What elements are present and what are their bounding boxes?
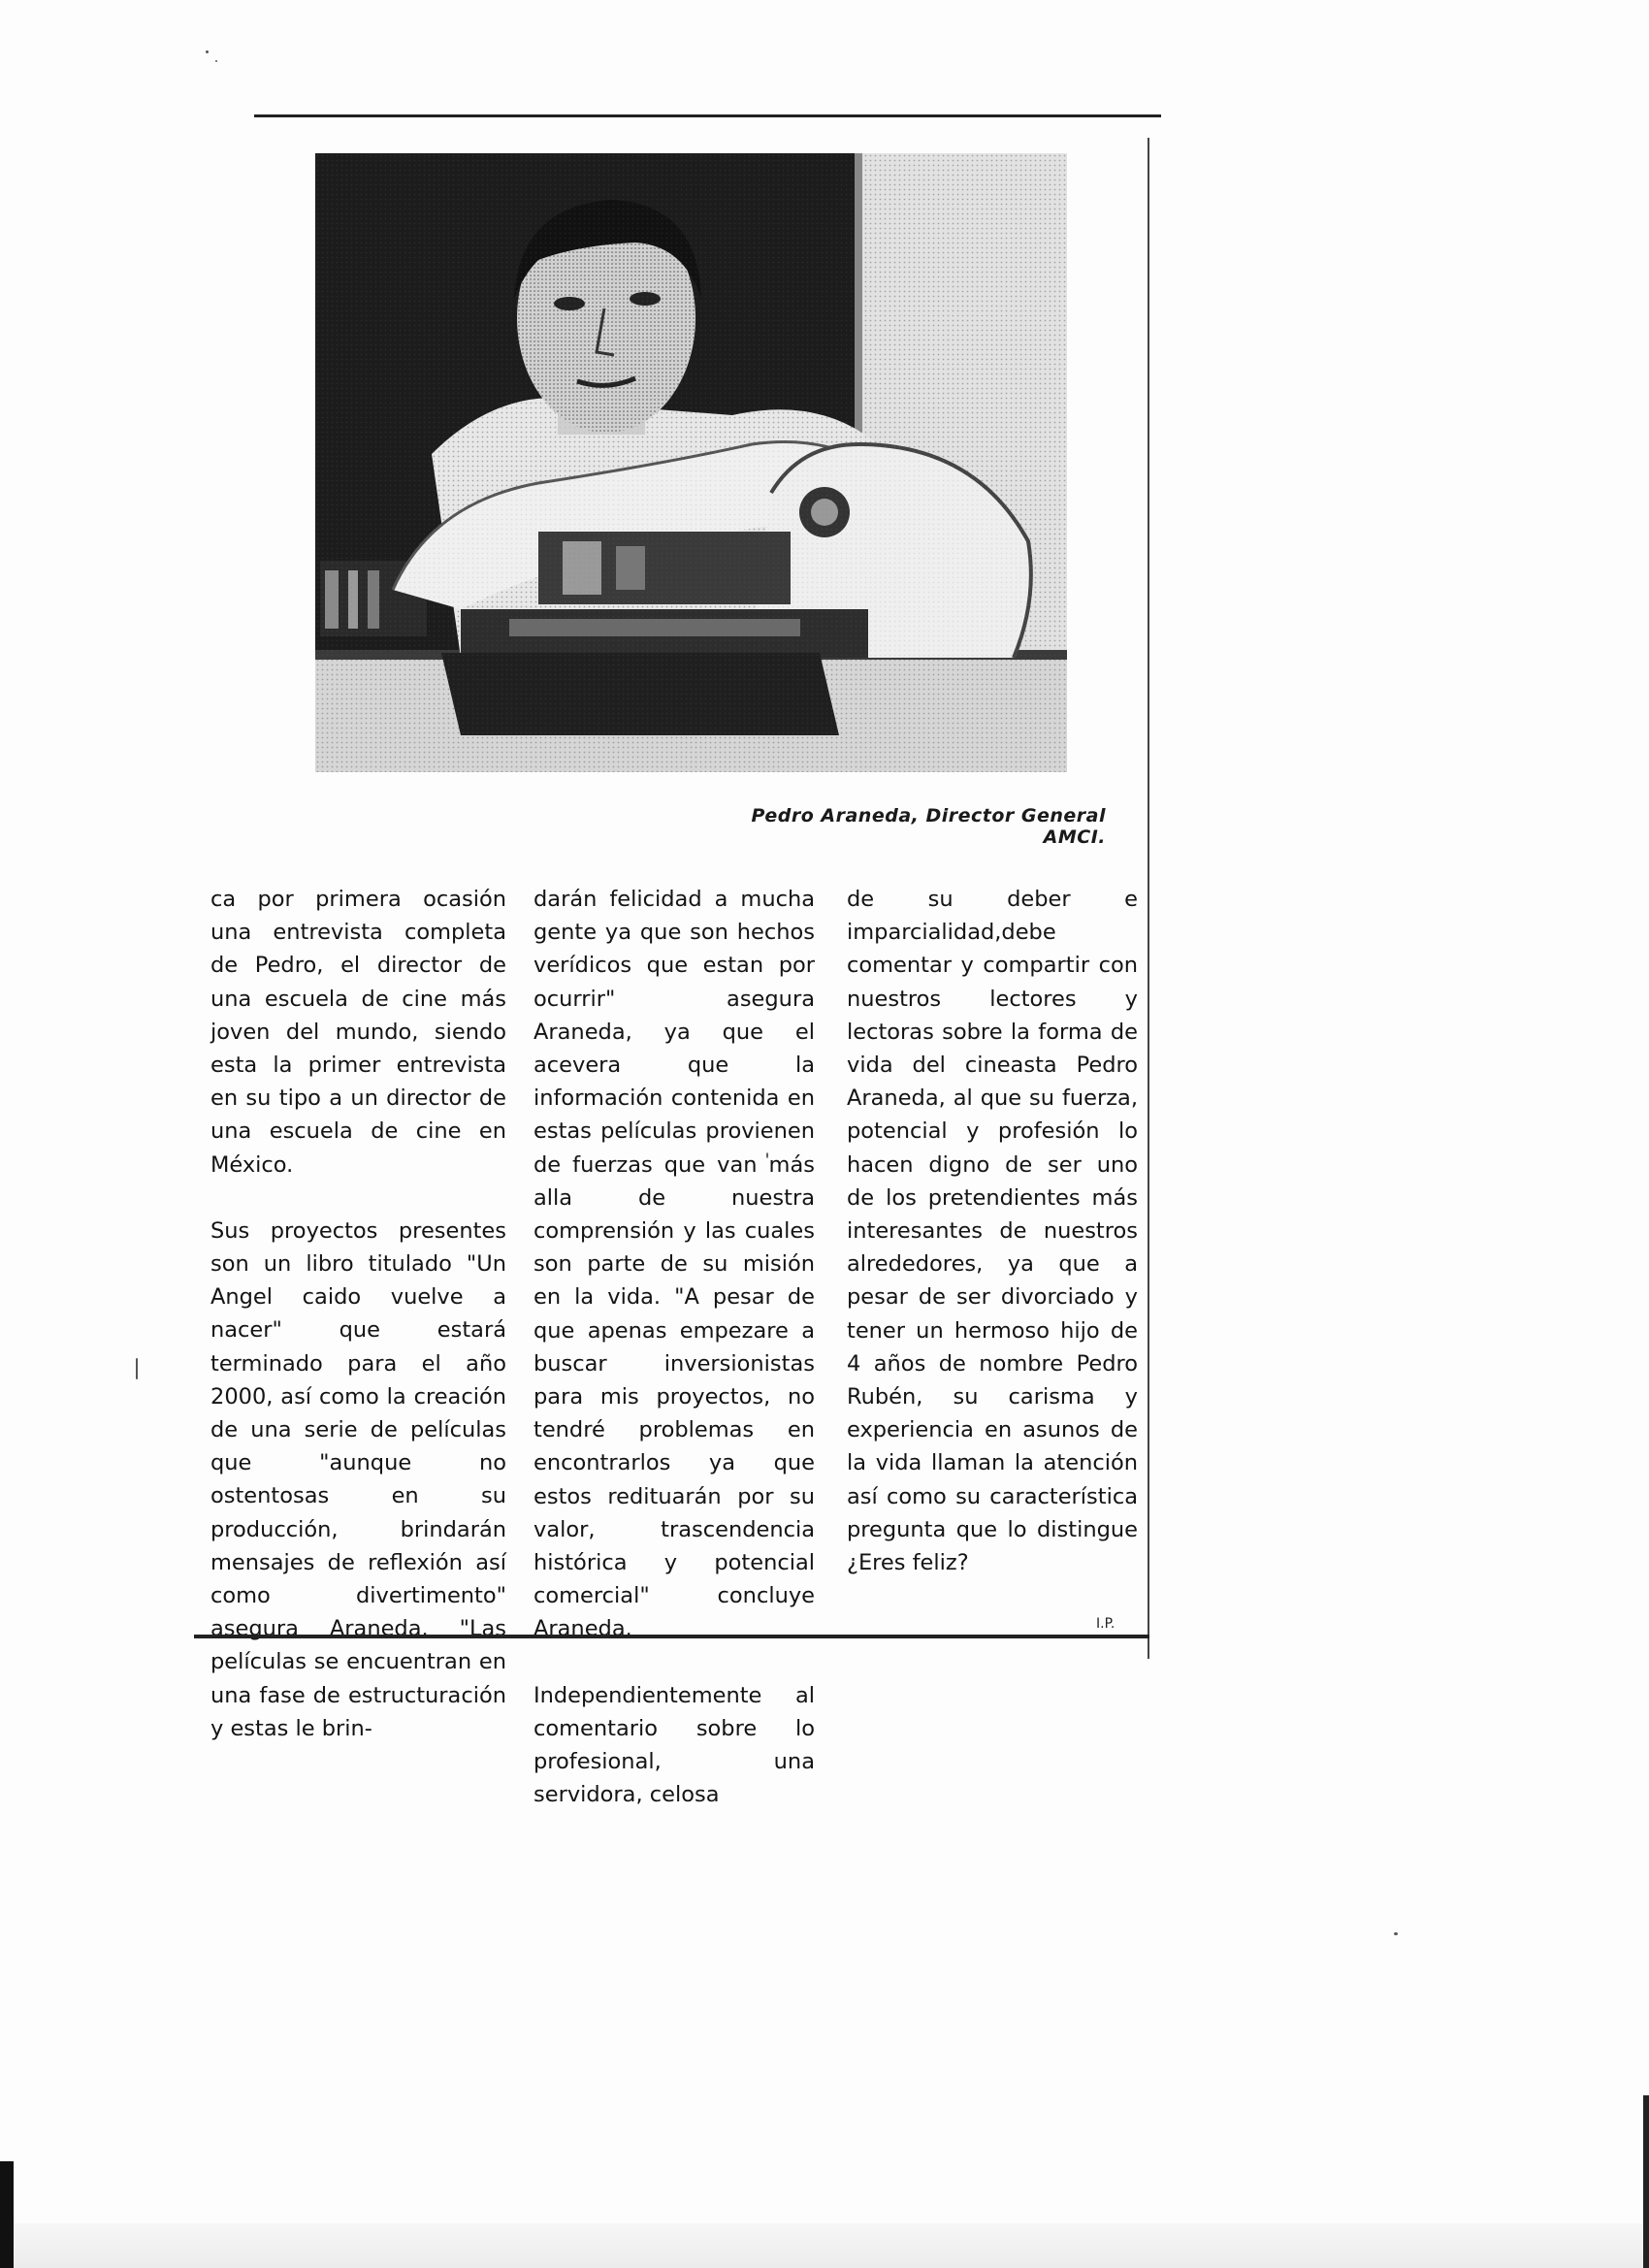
paragraph: de su deber e imparcialidad,debe comentar y compartir con nuestros lectores y lectoras sobre la forma de vida del cineasta Pedro Araneda, al que su fuerza, potencial y profesión lo hacen digno de ser uno de los pretendientes más interesantes de nuestros alrededores, ya que a pesar de ser divorciado y tener un hermoso hijo de 4 años de nombre Pedro Rubén, su carisma y experiencia en asunos de la vida llaman la atención así como su característica pregunta que lo distingue ¿Eres feliz?	[847, 887, 1138, 1576]
article-column-2	[534, 883, 815, 1844]
portrait-photo	[315, 153, 1067, 772]
right-rule	[1148, 138, 1149, 1659]
top-rule	[254, 114, 1161, 117]
article-column-3	[847, 883, 1138, 1612]
newspaper-clipping	[194, 114, 1164, 1808]
scan-right-edge	[1643, 2095, 1649, 2268]
scan-bottom-margin	[0, 2223, 1649, 2268]
scan-speck	[136, 1358, 138, 1379]
article-column-1	[210, 883, 506, 1778]
portrait-photo-drawing	[315, 153, 1067, 772]
scan-speck	[206, 50, 209, 53]
photo-caption: Pedro Araneda, Director General AMCI.	[751, 805, 1106, 848]
paragraph: Sus proyectos presentes son un libro titulado "Un Angel caido vuelve a nacer" que estará terminado para el año 2000, así como la creación de una serie de películas que "aunque no ostentosas en su producción, brindarán mensajes de reflexión así como divertimento" asegura Araneda. "Las películas se encuentran en una fase de estructuración y estas le brin-	[210, 1217, 506, 1741]
scan-speck	[215, 60, 217, 62]
bottom-rule	[194, 1635, 1149, 1638]
paragraph: Independientemente al comentario sobre lo profesional, una servidora, celosa	[534, 1682, 815, 1808]
scan-speck	[1394, 1932, 1398, 1935]
author-initials: I.P.	[1096, 1616, 1116, 1632]
paragraph: darán felicidad a mucha gente ya que son hechos verídicos que estan por ocurrir" asegura Araneda, ya que el acevera que la información contenida en estas películas provienen de fuerzas que van más alla de nuestra comprensión y las cuales son parte de su misión en la vida. "A pesar de que apenas empezare a buscar inversionistas para mis proyectos, no tendré problemas en encontrarlos ya que estos redituarán por su valor, trascendencia histórica y potencial comercial" concluye Araneda.	[534, 887, 815, 1642]
scan-left-edge	[0, 2161, 14, 2268]
paragraph: ca por primera ocasión una entrevista completa de Pedro, el director de una escuela de cine más joven del mundo, siendo esta la primer entrevista en su tipo a un director de una escuela de cine en México.	[210, 887, 506, 1178]
